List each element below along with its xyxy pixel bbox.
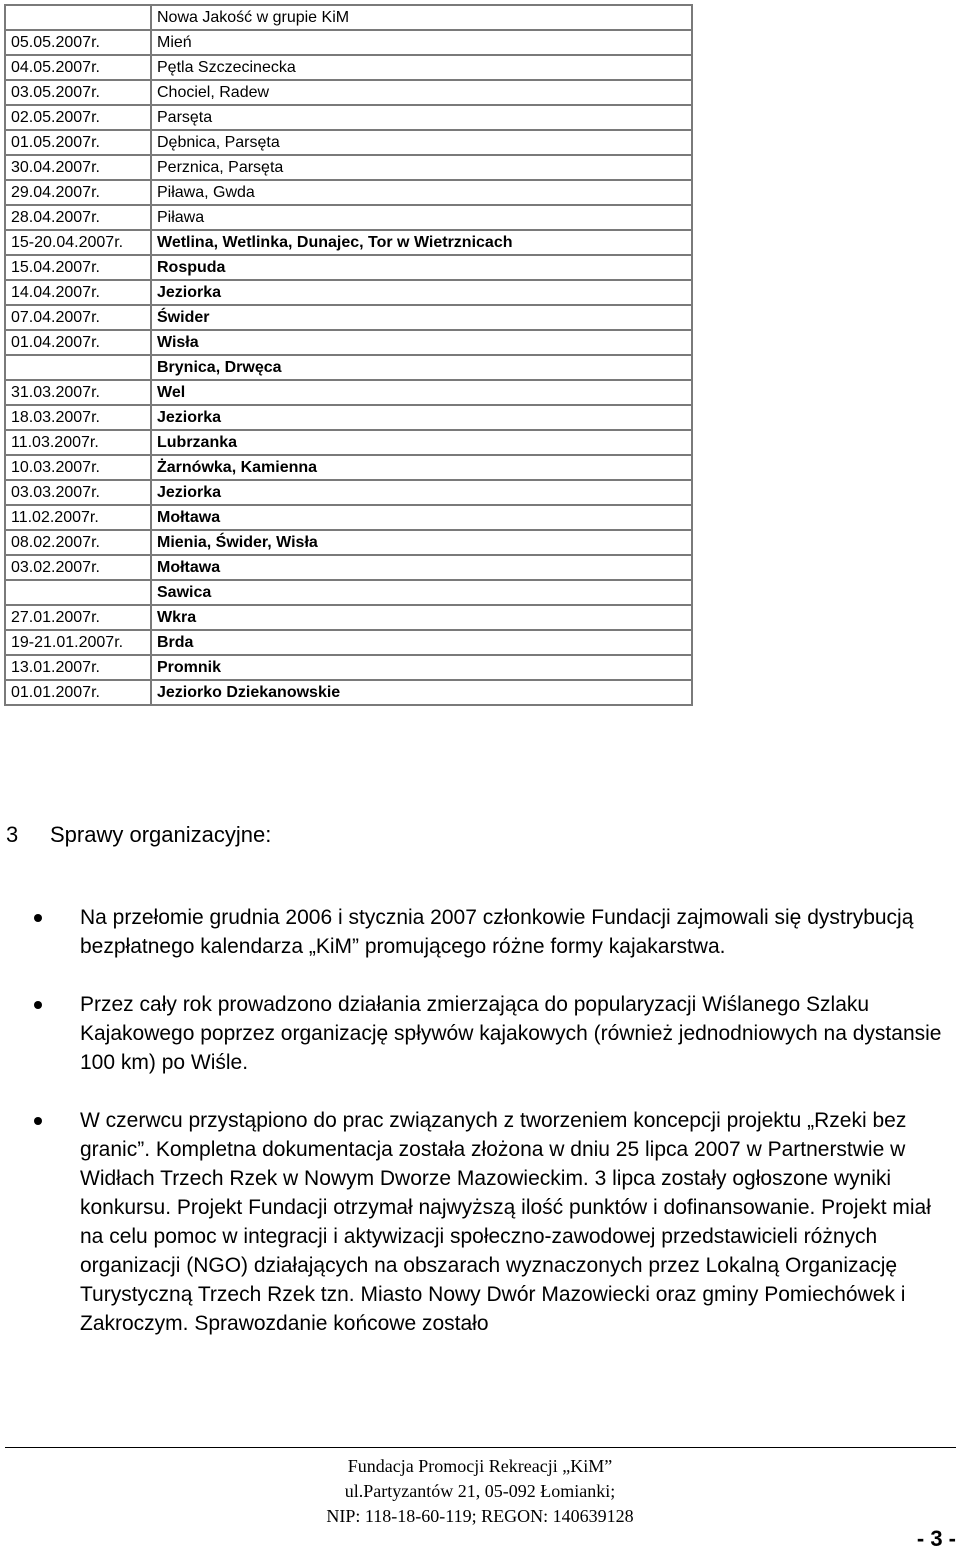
table-row xyxy=(5,455,692,480)
event-location: Wetlina, Wetlinka, Dunajec, Tor w Wietrznicach xyxy=(151,230,692,255)
event-date: 01.04.2007r. xyxy=(5,330,151,355)
bullet-dot-icon xyxy=(34,914,42,922)
event-location: Wel xyxy=(151,380,692,405)
event-location: Wkra xyxy=(151,605,692,630)
table-row xyxy=(5,580,692,605)
event-date: 19-21.01.2007r. xyxy=(5,630,151,655)
bullet-dot-icon xyxy=(34,1117,42,1125)
event-date: 02.05.2007r. xyxy=(5,105,151,130)
table-row xyxy=(5,380,692,405)
event-location: Piława xyxy=(151,205,692,230)
bullet-item xyxy=(0,1106,955,1338)
table-row xyxy=(5,630,692,655)
table-row xyxy=(5,180,692,205)
bullet-dot-icon xyxy=(34,1001,42,1009)
table-row xyxy=(5,230,692,255)
table-row xyxy=(5,405,692,430)
event-date: 28.04.2007r. xyxy=(5,205,151,230)
table-row xyxy=(5,605,692,630)
event-date: 14.04.2007r. xyxy=(5,280,151,305)
event-date: 29.04.2007r. xyxy=(5,180,151,205)
event-date: 27.01.2007r. xyxy=(5,605,151,630)
event-date: 13.01.2007r. xyxy=(5,655,151,680)
event-location: Wisła xyxy=(151,330,692,355)
table-row xyxy=(5,480,692,505)
footer-address: ul.Partyzantów 21, 05-092 Łomianki; xyxy=(344,1481,616,1501)
event-date: 11.03.2007r. xyxy=(5,430,151,455)
event-date: 07.04.2007r. xyxy=(5,305,151,330)
event-date: 15-20.04.2007r. xyxy=(5,230,151,255)
table-header-date xyxy=(5,5,151,30)
table-row xyxy=(5,105,692,130)
event-date: 30.04.2007r. xyxy=(5,155,151,180)
event-date: 01.01.2007r. xyxy=(5,680,151,705)
table-header-place: Nowa Jakość w grupie KiM xyxy=(151,5,692,30)
bullet-list xyxy=(0,903,960,1367)
event-location: Jeziorka xyxy=(151,405,692,430)
table-row xyxy=(5,530,692,555)
table-row xyxy=(5,680,692,705)
event-location: Żarnówka, Kamienna xyxy=(151,455,692,480)
event-date: 15.04.2007r. xyxy=(5,255,151,280)
event-date: 04.05.2007r. xyxy=(5,55,151,80)
event-date xyxy=(5,355,151,380)
bullet-item xyxy=(0,990,955,1077)
event-date: 11.02.2007r. xyxy=(5,505,151,530)
event-date: 18.03.2007r. xyxy=(5,405,151,430)
footer-organization: Fundacja Promocji Rekreacji „KiM” xyxy=(347,1456,613,1476)
event-location: Jeziorka xyxy=(151,280,692,305)
event-location: Mienia, Świder, Wisła xyxy=(151,530,692,555)
bullet-item xyxy=(0,903,955,961)
bullet-text: Przez cały rok prowadzono działania zmierzająca do popularyzacji Wiślanego Szlaku Kajakowego poprzez organizację spływów kajakowych (również jednodniowych na dystansie 100 km) po Wiśle. xyxy=(80,993,942,1074)
footer-divider xyxy=(5,1447,956,1448)
table-row xyxy=(5,655,692,680)
event-location: Świder xyxy=(151,305,692,330)
table-row xyxy=(5,505,692,530)
table-row xyxy=(5,205,692,230)
event-date: 03.05.2007r. xyxy=(5,80,151,105)
event-location: Mołtawa xyxy=(151,505,692,530)
event-location: Brynica, Drwęca xyxy=(151,355,692,380)
event-location: Rospuda xyxy=(151,255,692,280)
event-location: Jeziorko Dziekanowskie xyxy=(151,680,692,705)
table-row xyxy=(5,330,692,355)
event-location: Lubrzanka xyxy=(151,430,692,455)
event-location: Piława, Gwda xyxy=(151,180,692,205)
table-row xyxy=(5,430,692,455)
event-location: Jeziorka xyxy=(151,480,692,505)
section-heading xyxy=(6,822,271,848)
events-table xyxy=(4,4,693,706)
events-table-body xyxy=(5,5,692,705)
event-location: Dębnica, Parsęta xyxy=(151,130,692,155)
event-location: Mołtawa xyxy=(151,555,692,580)
table-header-row xyxy=(5,5,692,30)
table-row xyxy=(5,355,692,380)
event-location: Perznica, Parsęta xyxy=(151,155,692,180)
table-row xyxy=(5,30,692,55)
table-row xyxy=(5,255,692,280)
bullet-text: Na przełomie grudnia 2006 i stycznia 2007 członkowie Fundacji zajmowali się dystrybucją bezpłatnego kalendarza „KiM” promującego różne formy kajakarstwa. xyxy=(80,906,914,958)
event-location: Parsęta xyxy=(151,105,692,130)
table-row xyxy=(5,155,692,180)
event-location: Promnik xyxy=(151,655,692,680)
event-location: Mień xyxy=(151,30,692,55)
section-number: 3 xyxy=(6,822,19,847)
table-row xyxy=(5,130,692,155)
event-date: 10.03.2007r. xyxy=(5,455,151,480)
event-date: 01.05.2007r. xyxy=(5,130,151,155)
table-row xyxy=(5,80,692,105)
event-location: Brda xyxy=(151,630,692,655)
table-row xyxy=(5,55,692,80)
event-location: Chociel, Radew xyxy=(151,80,692,105)
event-date: 08.02.2007r. xyxy=(5,530,151,555)
bullet-text: W czerwcu przystąpiono do prac związanych z tworzeniem koncepcji projektu „Rzeki bez granic”. Kompletna dokumentacja została złożona w dniu 25 lipca 2007 w Partnerstwie w Widłach Trzech Rzek w Nowym Dworze Mazowieckim. 3 lipca zostały ogłoszone wyniki konkursu. Projekt Fundacji otrzymał najwyższą ilość punktów i dofinansowanie. Projekt miał na celu pomoc w integracji i aktywizacji społeczno-zawodowej przedstawicieli różnych organizacji (NGO) działających na obszarach wyznaczonych przez Lokalną Organizację Turystyczną Trzech Rzek tzn. Miasto Nowy Dwór Mazowiecki oraz gminy Pomiechówek i Zakroczym. Sprawozdanie końcowe zostało xyxy=(80,1109,931,1335)
footer-registration: NIP: 118-18-60-119; REGON: 140639128 xyxy=(326,1506,634,1526)
event-location: Pętla Szczecinecka xyxy=(151,55,692,80)
event-date: 31.03.2007r. xyxy=(5,380,151,405)
event-date: 03.02.2007r. xyxy=(5,555,151,580)
section-title: Sprawy organizacyjne: xyxy=(50,822,272,847)
table-row xyxy=(5,555,692,580)
table-row xyxy=(5,305,692,330)
footer xyxy=(0,1454,960,1529)
page-number: - 3 - xyxy=(916,1526,956,1551)
table-row xyxy=(5,280,692,305)
event-location: Sawica xyxy=(151,580,692,605)
event-date xyxy=(5,580,151,605)
event-date: 05.05.2007r. xyxy=(5,30,151,55)
event-date: 03.03.2007r. xyxy=(5,480,151,505)
